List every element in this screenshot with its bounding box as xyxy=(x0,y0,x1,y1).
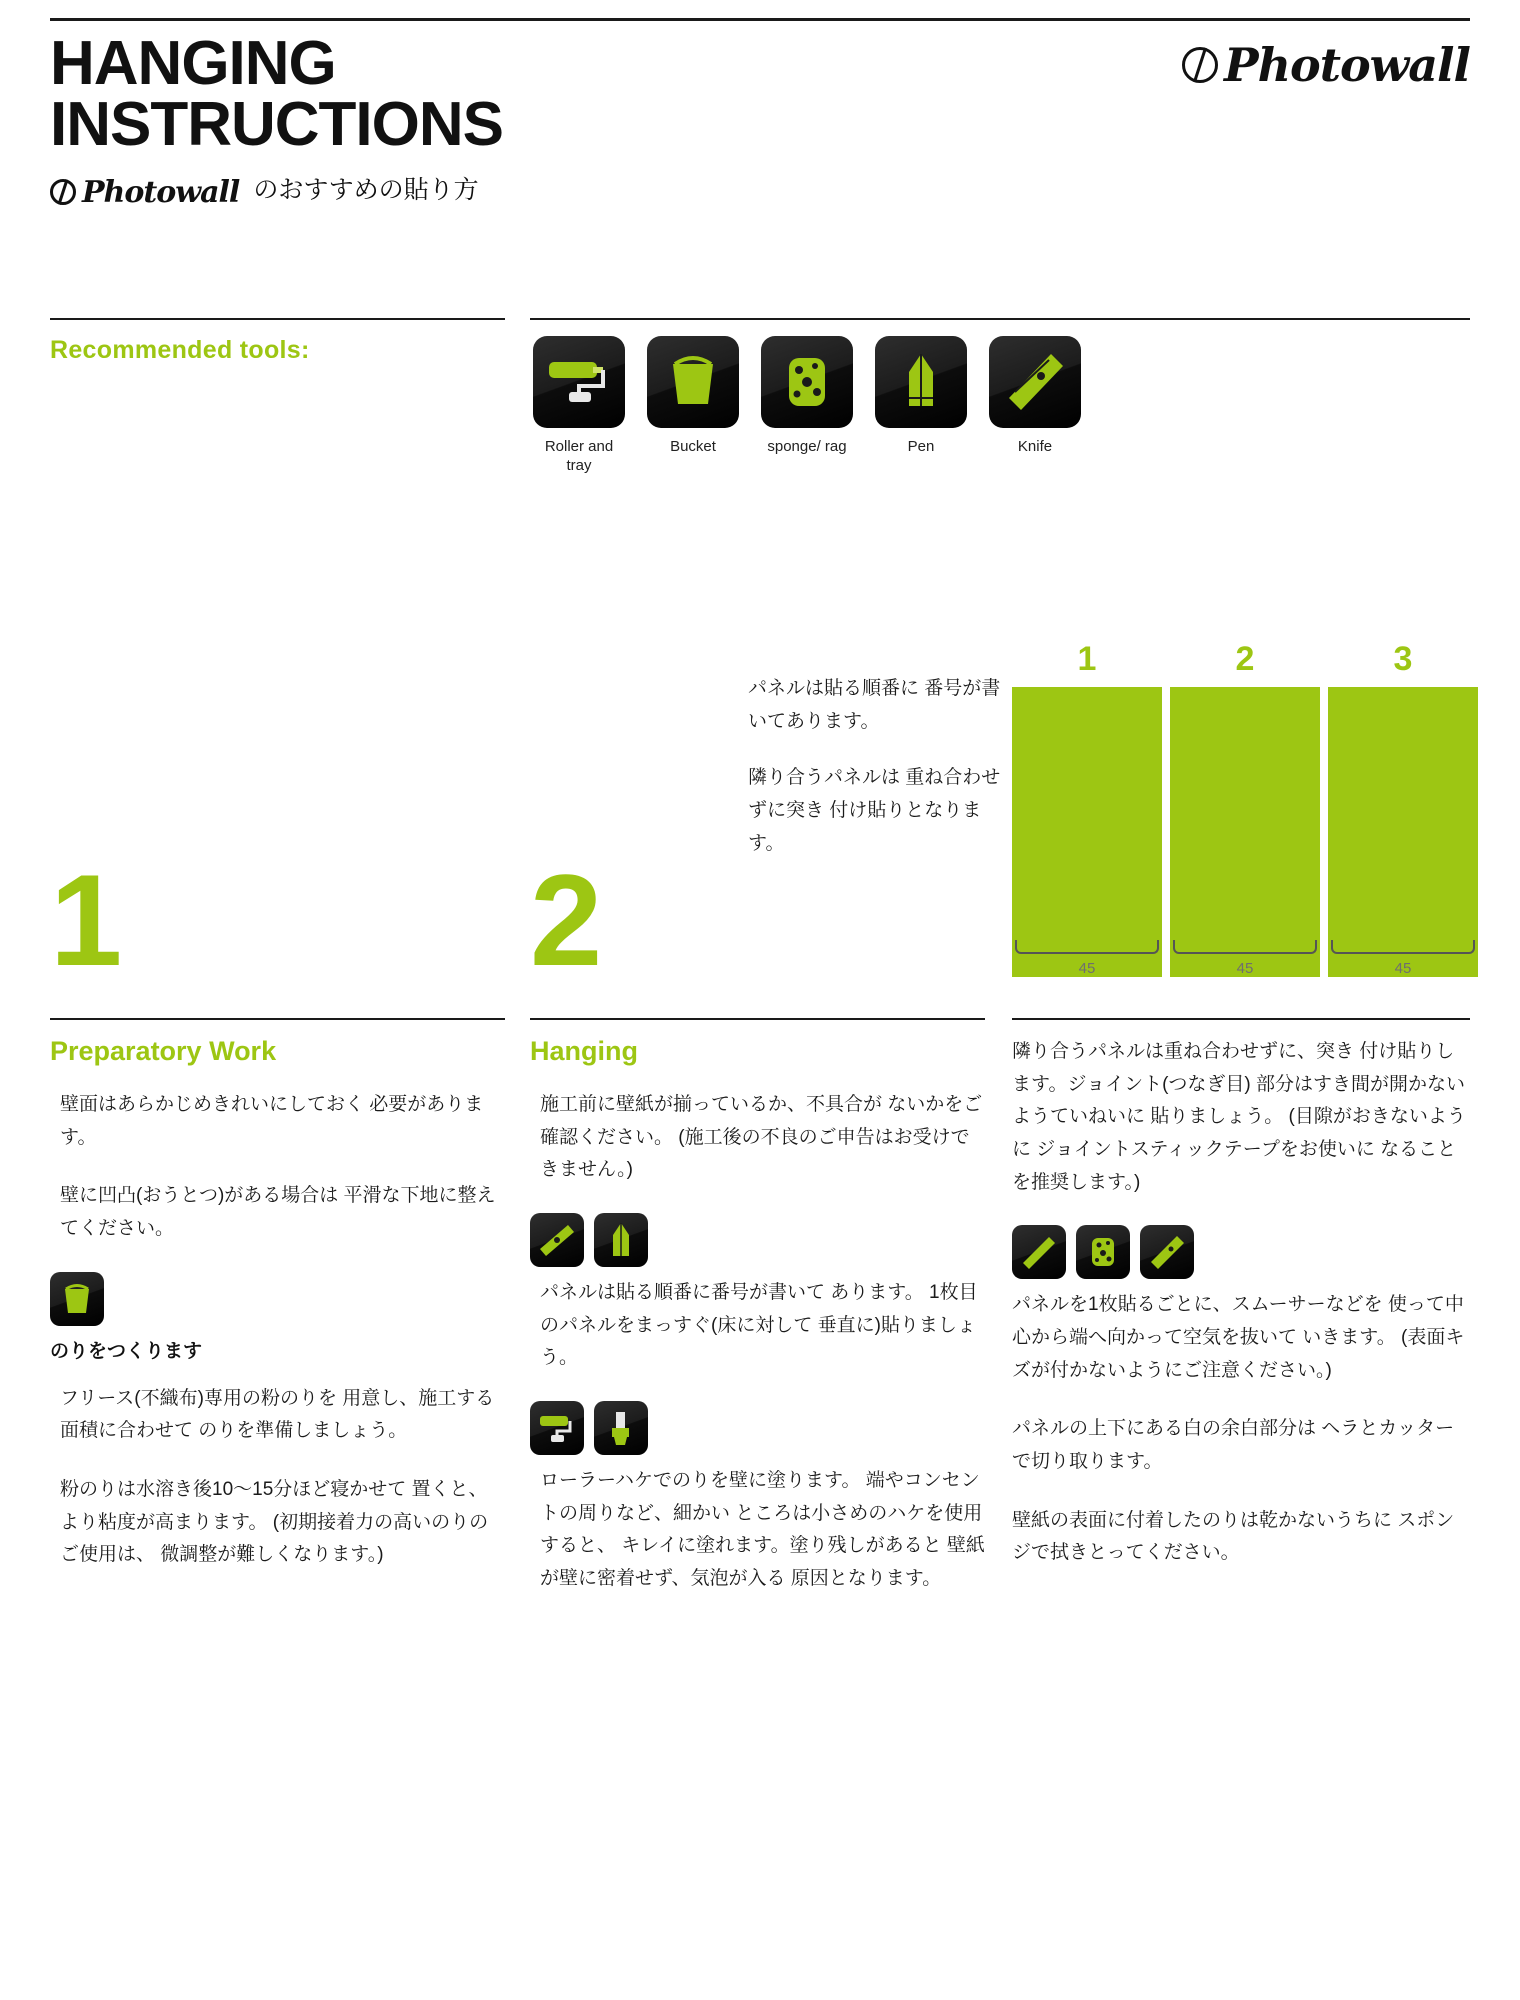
joints-paragraph-1: 隣り合うパネルは重ね合わせずに、突き 付け貼りします。ジョイント(つなぎ目) 部分はすき間が開かないようていねいに 貼りましょう。 (目隙がおきないように ジョイントスティックテープをお使いに なることを推奨します。) xyxy=(1012,1041,1466,1193)
panel-number: 1 xyxy=(1077,640,1097,678)
column-hanging xyxy=(530,1036,985,1622)
prep-bold-line: のりをつくります xyxy=(50,1340,203,1362)
tool-bucket xyxy=(647,336,739,476)
photowall-wordmark: Photowall xyxy=(82,174,240,210)
tool-caption: Bucket xyxy=(670,438,716,455)
prep-paragraph-3: フリース(不織布)専用の粉のりを 用意し、施工する面積に合わせて のりを準備しましょう。 xyxy=(60,1387,495,1442)
panel-order-note xyxy=(748,672,1008,882)
photowall-mark-icon xyxy=(50,179,76,205)
pencil-icon xyxy=(875,336,967,428)
hanging-paragraph-1: 施工前に壁紙が揃っているか、不具合が ないかをご確認ください。 (施工後の不良のご申告はお受けできません。) xyxy=(540,1094,983,1181)
panel-diagram xyxy=(1012,640,1478,977)
tools-divider-left xyxy=(50,318,505,320)
hanging-icon-row-1 xyxy=(530,1213,985,1267)
panel-measure: 45 xyxy=(1012,940,1162,977)
panel-swatch xyxy=(1012,687,1162,977)
tool-roller xyxy=(533,336,625,476)
panel-note-line-1: パネルは貼る順番に 番号が書いてあります。 xyxy=(748,678,1001,733)
sponge-icon xyxy=(761,336,853,428)
knife-icon xyxy=(1140,1225,1194,1279)
panel-number: 3 xyxy=(1393,640,1413,678)
column-divider-middle xyxy=(530,1018,985,1020)
tool-pen xyxy=(875,336,967,476)
photowall-logo-inline xyxy=(50,175,239,210)
prep-paragraph-2: 壁に凹凸(おうとつ)がある場合は 平滑な下地に整えてください。 xyxy=(60,1185,496,1240)
photowall-logo-header xyxy=(1182,38,1470,92)
hanging-paragraph-2: パネルは貼る順番に番号が書いて あります。 1枚目のパネルをまっすぐ(床に対して 垂直に)貼りましょう。 xyxy=(540,1282,978,1369)
recommended-tools-label: Recommended tools: xyxy=(50,336,310,364)
column-joints xyxy=(1012,1036,1472,1596)
subtitle-row xyxy=(50,170,1050,210)
brush-icon xyxy=(594,1401,648,1455)
bucket-icon xyxy=(647,336,739,428)
panel-column xyxy=(1328,640,1478,977)
panel-note-line-2: 隣り合うパネルは 重ね合わせずに突き 付け貼りとなります。 xyxy=(748,766,1001,854)
tool-sponge xyxy=(761,336,853,476)
paint-roller-icon xyxy=(533,336,625,428)
prep-paragraph-1: 壁面はあらかじめきれいにしておく 必要があります。 xyxy=(60,1094,484,1148)
level-icon xyxy=(530,1213,584,1267)
recommended-tools-row xyxy=(533,336,1081,476)
column-divider-right xyxy=(1012,1018,1470,1020)
bucket-icon xyxy=(50,1272,104,1326)
joints-paragraph-2: パネルを1枚貼るごとに、スムーサーなどを 使って中心から端へ向かって空気を抜いて いきます。 (表面キズが付かないようにご注意ください。) xyxy=(1012,1294,1465,1381)
tool-caption: Pen xyxy=(907,438,935,455)
panel-swatch xyxy=(1170,687,1320,977)
panel-number: 2 xyxy=(1235,640,1255,678)
knife-icon xyxy=(989,336,1081,428)
title-line-2: INSTRUCTIONS xyxy=(50,89,503,159)
paint-roller-icon xyxy=(530,1401,584,1455)
sponge-icon xyxy=(1076,1225,1130,1279)
joints-icon-row xyxy=(1012,1225,1472,1279)
column-preparatory-work xyxy=(50,1036,505,1598)
photowall-mark-icon xyxy=(1182,47,1218,83)
tool-caption: Knife xyxy=(1017,438,1053,455)
panel-measure: 45 xyxy=(1170,940,1320,977)
column-heading-hanging: Hanging xyxy=(530,1036,638,1066)
panel-measure: 45 xyxy=(1328,940,1478,977)
hanging-paragraph-3: ローラーハケでのりを壁に塗ります。 端やコンセントの周りなど、細かい ところは小さめのハケを使用すると、 キレイに塗れます。塗り残しがあると 壁紙が壁に密着せず、気泡が入る 原因となります。 xyxy=(540,1470,985,1590)
hanging-icon-row-2 xyxy=(530,1401,985,1455)
joints-paragraph-4: 壁紙の表面に付着したのりは乾かないうちに スポンジで拭きとってください。 xyxy=(1012,1509,1455,1564)
prep-icon-row xyxy=(50,1272,505,1326)
top-divider xyxy=(50,18,1470,21)
prep-paragraph-4: 粉のりは水溶き後10〜15分ほど寝かせて 置くと、より粘度が高まります。 (初期接着力の高いのりのご使用は、 微調整が難しくなります。) xyxy=(60,1479,489,1566)
photowall-wordmark: Photowall xyxy=(1224,38,1470,92)
step-number-1: 1 xyxy=(50,847,123,993)
panel-column xyxy=(1012,640,1162,977)
panel-column xyxy=(1170,640,1320,977)
tool-caption: sponge/ rag xyxy=(767,438,847,455)
tool-knife xyxy=(989,336,1081,476)
step-number-2: 2 xyxy=(530,847,603,993)
panel-measurements xyxy=(1012,940,1478,977)
smoother-icon xyxy=(1012,1225,1066,1279)
title-line-1: HANGING xyxy=(50,29,336,98)
pencil-icon xyxy=(594,1213,648,1267)
panel-swatch xyxy=(1328,687,1478,977)
page-title xyxy=(50,29,1050,159)
tool-caption: Roller and tray xyxy=(544,438,614,474)
joints-paragraph-3: パネルの上下にある白の余白部分は ヘラとカッターで切り取ります。 xyxy=(1012,1418,1455,1473)
column-divider-left xyxy=(50,1018,505,1020)
column-heading-preparatory: Preparatory Work xyxy=(50,1036,277,1066)
page-header xyxy=(50,29,1050,210)
tools-divider-right xyxy=(530,318,1470,320)
subtitle-japanese: のおすすめの貼り方 xyxy=(253,175,479,204)
